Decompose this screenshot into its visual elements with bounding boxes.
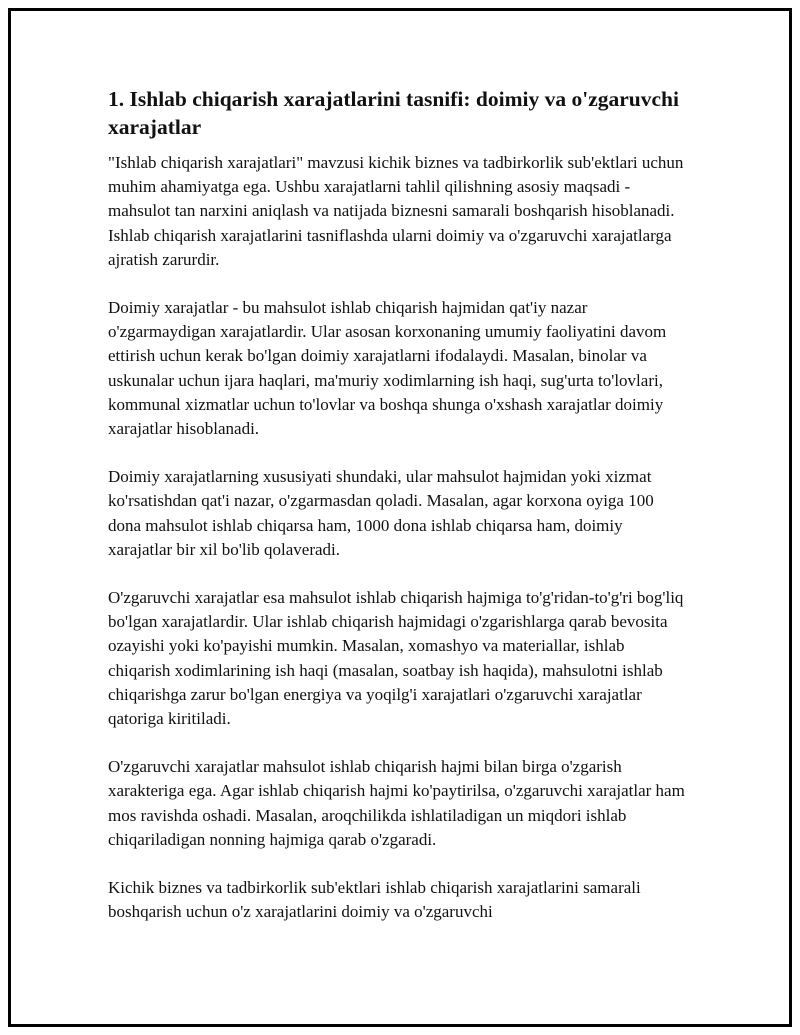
paragraph-management: Kichik biznes va tadbirkorlik sub'ektlari ishlab chiqarish xarajatlarini samarali boshqarish uchun o'z xarajatlarini doimiy va o'zgaruvchi [108, 878, 641, 922]
document-title: 1. Ishlab chiqarish xarajatlarini tasnifi: doimiy va o'zgaruvchi xarajatlar [108, 87, 679, 139]
paragraph-fixed-costs-feature: Doimiy xarajatlarning xususiyati shundaki, ular mahsulot hajmidan yoki xizmat ko'rsatishdan qat'i nazar, o'zgarmasdan qoladi. Masalan, agar korxona oyiga 100 dona mahsulot ishlab chiqarsa ham, 1000 dona ishlab chiqarsa ham, doimiy xarajatlar bir xil bo'lib qolaveradi. [108, 467, 654, 559]
document-body [108, 85, 688, 948]
paragraph-intro: "Ishlab chiqarish xarajatlari" mavzusi kichik biznes va tadbirkorlik sub'ektlari uchun muhim ahamiyatga ega. Ushbu xarajatlarni tahlil qilishning asosiy maqsadi - mahsulot tan narxini aniqlash va natijada biznesni samarali boshqarish hisoblanadi. Ishlab chiqarish xarajatlarini tasniflashda ularni doimiy va o'zgaruvchi xarajatlarga ajratish zarurdir. [108, 153, 684, 269]
paragraph-variable-costs-feature: O'zgaruvchi xarajatlar mahsulot ishlab chiqarish hajmi bilan birga o'zgarish xarakteriga ega. Agar ishlab chiqarish hajmi ko'paytirilsa, o'zgaruvchi xarajatlar ham mos ravishda oshadi. Masalan, aroqchilikda ishlatiladigan un miqdori ishlab chiqariladigan nonning hajmiga qarab o'zgaradi. [108, 757, 685, 849]
paragraph-fixed-costs: Doimiy xarajatlar - bu mahsulot ishlab chiqarish hajmidan qat'iy nazar o'zgarmaydigan xarajatlardir. Ular asosan korxonaning umumiy faoliyatini davom ettirish uchun kerak bo'lgan doimiy xarajatlarni ifodalaydi. Masalan, binolar va uskunalar uchun ijara haqlari, ma'muriy xodimlarning ish haqi, sug'urta to'lovlari, kommunal xizmatlar uchun to'lovlar va boshqa shunga o'xshash xarajatlar doimiy xarajatlar hisoblanadi. [108, 298, 667, 439]
paragraph-variable-costs: O'zgaruvchi xarajatlar esa mahsulot ishlab chiqarish hajmiga to'g'ridan-to'g'ri bog'liq bo'lgan xarajatlardir. Ular ishlab chiqarish hajmidagi o'zgarishlarga qarab bevosita ozayishi yoki ko'payishi mumkin. Masalan, xomashyo va materiallar, ishlab chiqarish xodimlarining ish haqi (masalan, soatbay ish haqida), mahsulotni ishlab chiqarishga zarur bo'lgan energiya va yoqilg'i xarajatlari o'zgaruvchi xarajatlar qatoriga kiritiladi. [108, 588, 684, 729]
